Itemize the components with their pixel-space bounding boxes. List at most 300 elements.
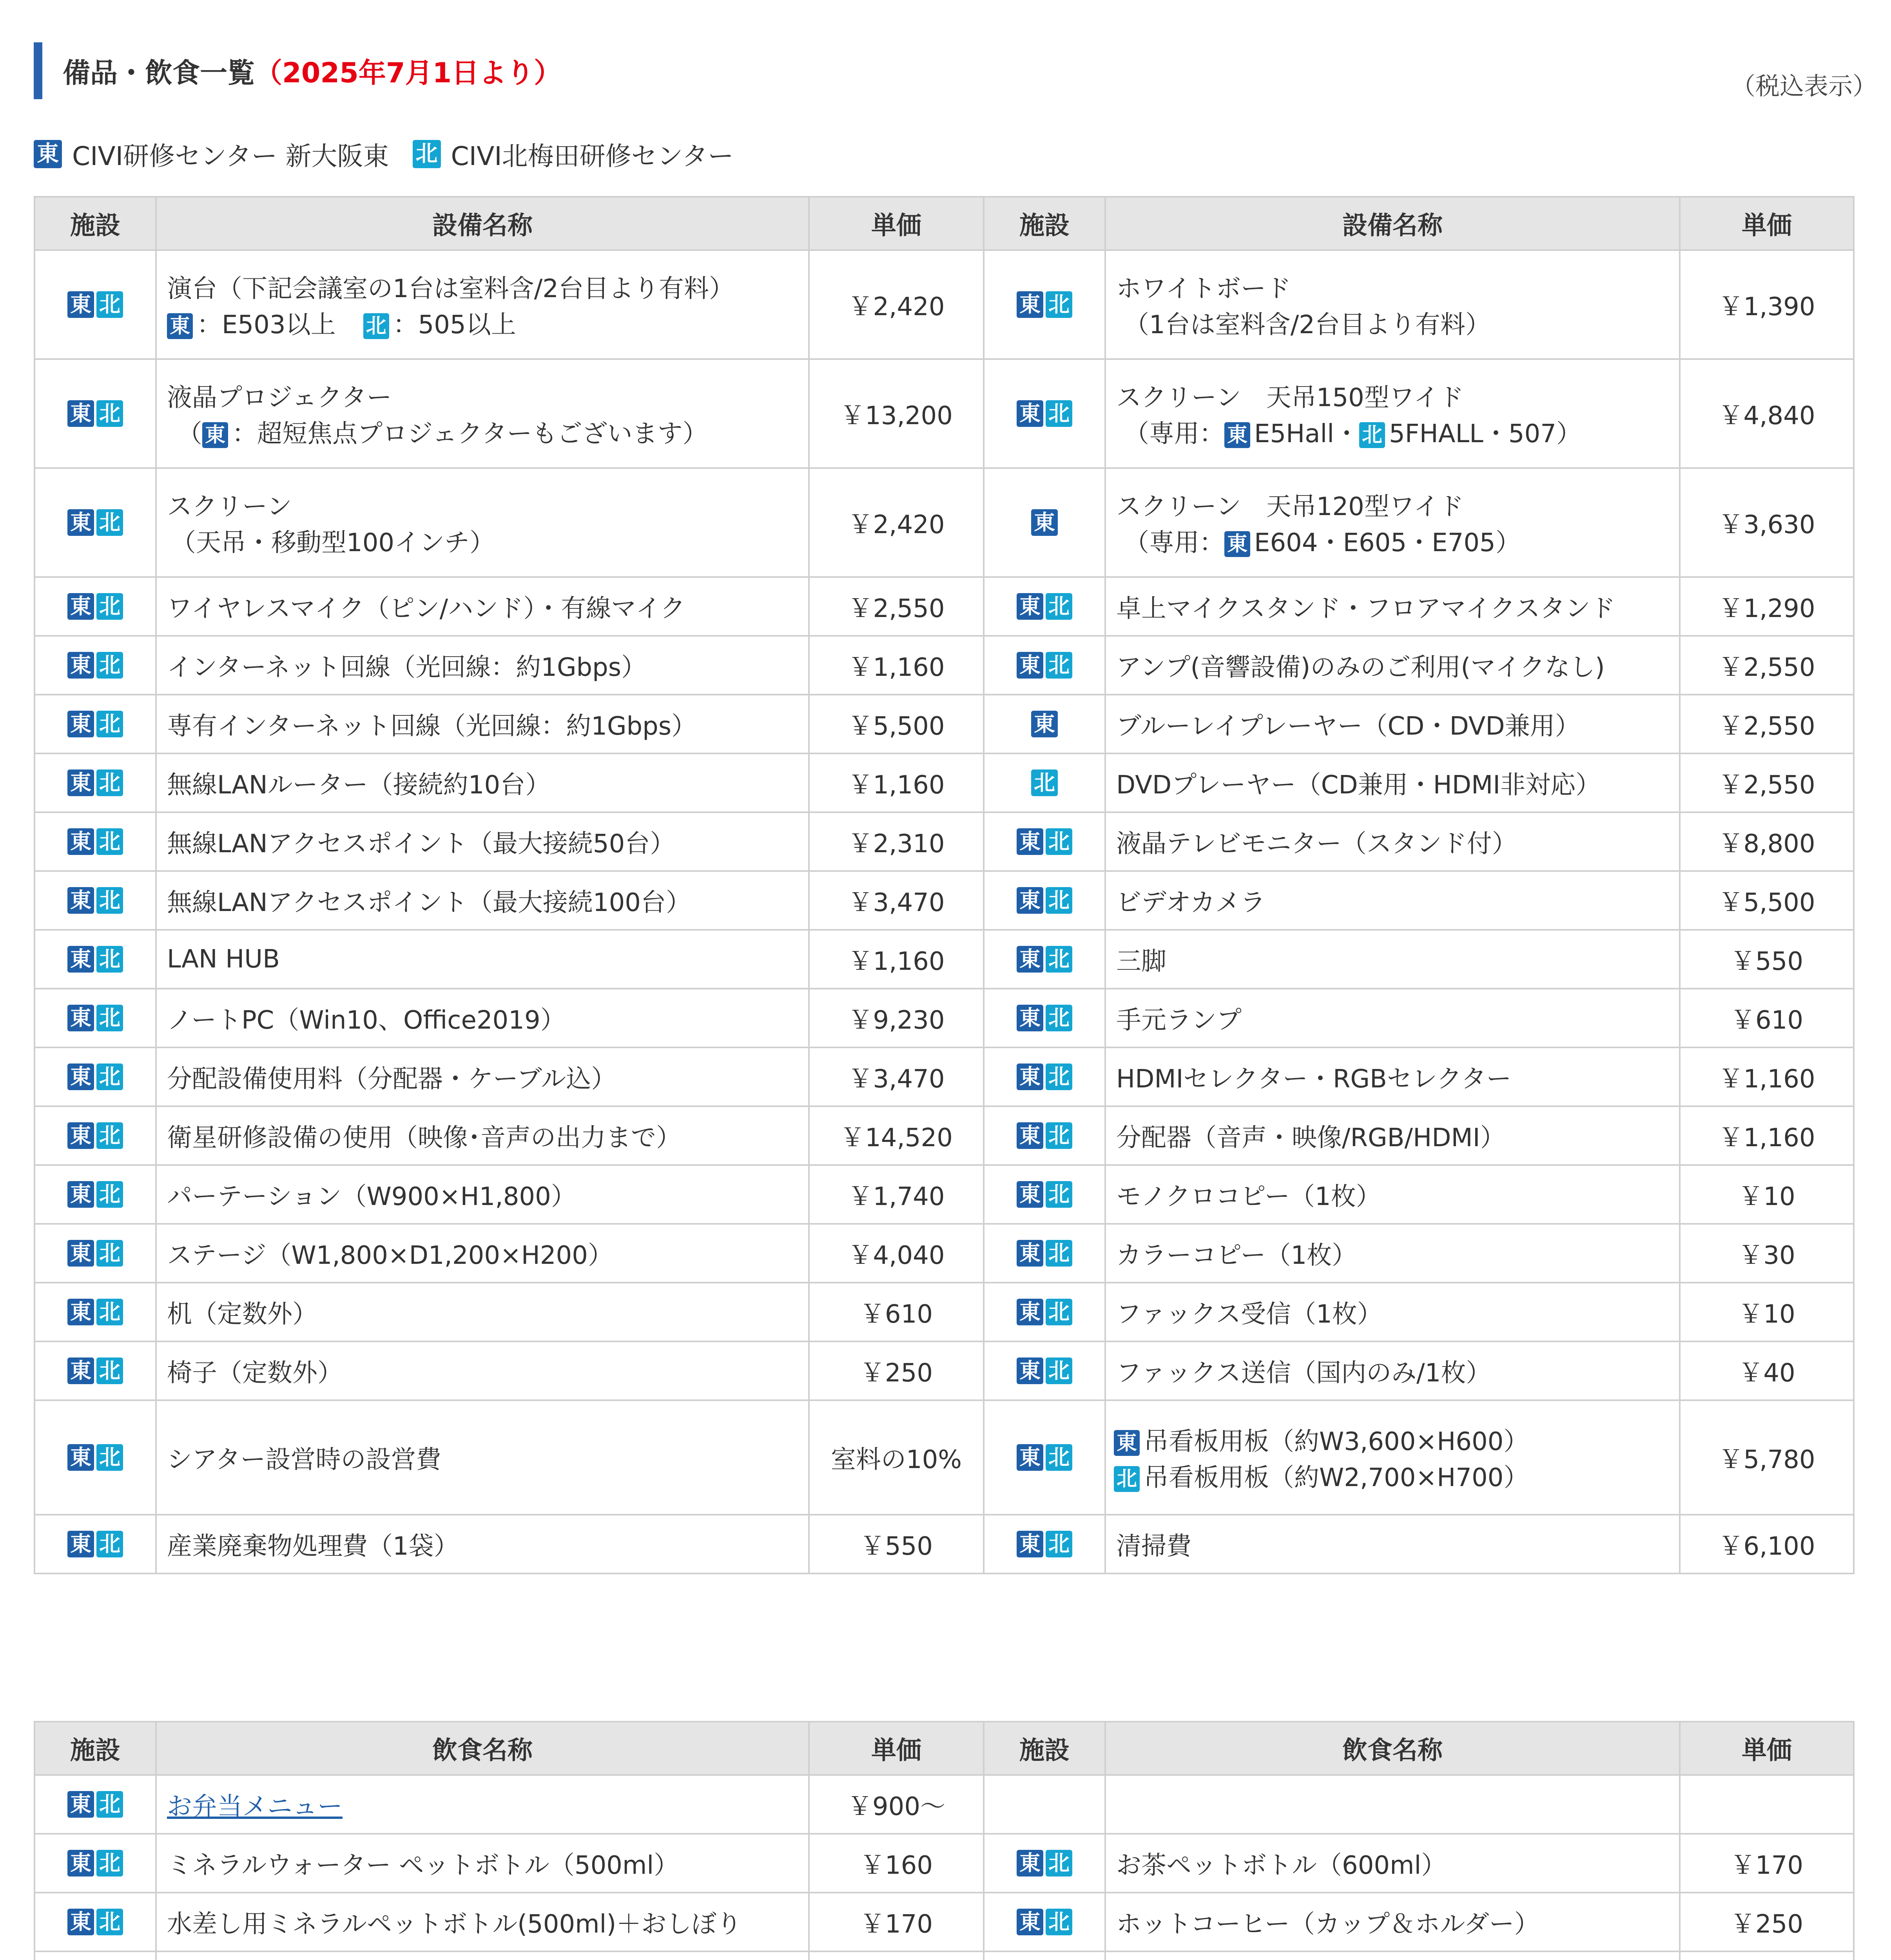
north-badge-icon: 北 [1046, 887, 1072, 914]
item-name [1105, 753, 1680, 812]
facility-badges [984, 1909, 1104, 1935]
price-value: ￥900〜 [847, 1792, 946, 1821]
table-row [34, 1775, 1854, 1834]
name-line [167, 1439, 798, 1475]
item-sub-text: ：超短焦点プロジェクターもございます） [232, 419, 708, 448]
east-badge-icon: 東 [1017, 400, 1043, 427]
north-badge-icon: 北 [1046, 1122, 1072, 1149]
facility-badges [35, 1299, 155, 1325]
facility-cell [984, 250, 1105, 359]
facility-badges [984, 1063, 1104, 1090]
north-badge-icon: 北 [96, 828, 123, 855]
east-badge-icon: 東 [1017, 1909, 1043, 1935]
price-cell [809, 753, 984, 812]
facility-cell [984, 359, 1105, 468]
item-name-text: 衛星研修設備の使用（映像･音声の出力まで） [167, 1123, 681, 1152]
item-name-text: パーテーション（W900×H1,800） [167, 1182, 576, 1211]
item-name-north: 吊看板用板（約W2,700×H700） [1144, 1463, 1529, 1492]
price-cell [809, 1400, 984, 1515]
price-value: ￥13,200 [840, 401, 953, 430]
name-line [167, 1845, 798, 1881]
col-name-2: 飲食名称 [1105, 1722, 1680, 1775]
north-badge-icon: 北 [1046, 946, 1072, 973]
item-name-text: 手元ランプ [1116, 1006, 1242, 1035]
price-cell [1680, 812, 1854, 871]
table-row [34, 930, 1854, 989]
price-value: ￥3,630 [1718, 510, 1815, 539]
name-line [167, 486, 798, 523]
bento-menu-link[interactable]: お弁当メニュー [167, 1792, 343, 1821]
north-badge-icon: 北 [96, 509, 123, 536]
east-badge-icon: 東 [67, 828, 94, 855]
facility-cell [34, 1834, 156, 1893]
facility-badges [35, 887, 155, 914]
east-badge-icon: 東 [67, 769, 94, 796]
east-badge-icon: 東 [67, 1444, 94, 1471]
facility-badges [984, 1005, 1104, 1031]
east-badge-icon: 東 [202, 422, 228, 448]
name-line [1116, 269, 1669, 305]
name-line [167, 647, 798, 683]
north-badge-icon: 北 [96, 1791, 123, 1818]
facility-cell [34, 1106, 156, 1165]
equipment-table [34, 196, 1855, 1574]
facility-badges [35, 1005, 155, 1031]
price-value: ￥8,800 [1718, 829, 1815, 858]
name-line [167, 414, 798, 450]
price-cell [809, 1515, 984, 1573]
facility-cell [984, 468, 1105, 577]
east-badge-icon: 東 [1017, 1531, 1043, 1557]
item-name [156, 359, 809, 468]
facility-badges [35, 593, 155, 620]
item-name-text: 清掃費 [1116, 1532, 1191, 1561]
col-facility: 施設 [34, 1722, 156, 1775]
item-name-text: 分配器（音声・映像/RGB/HDMI） [1116, 1123, 1505, 1152]
east-badge-icon: 東 [1017, 887, 1043, 914]
equipment-header-row [34, 197, 1854, 250]
name-line [167, 1000, 798, 1036]
item-name [156, 695, 809, 753]
price-cell [1680, 1224, 1854, 1283]
table-row [34, 871, 1854, 930]
price-cell [1680, 1893, 1854, 1951]
facility-badges [984, 1357, 1104, 1384]
name-line [167, 882, 798, 918]
facility-badges [35, 946, 155, 973]
item-name-text: 水差し用ミネラルペットボトル(500ml)＋おしぼり [167, 1910, 742, 1939]
item-name [156, 1165, 809, 1224]
price-value: ￥5,500 [848, 712, 945, 741]
name-line [1116, 1845, 1669, 1881]
table-row [34, 1893, 1854, 1951]
price-value: ￥250 [1730, 1910, 1804, 1939]
east-badge-icon: 東 [34, 140, 62, 168]
item-name-text: ファックス受信（1枚） [1116, 1300, 1382, 1329]
north-badge-icon: 北 [1046, 1909, 1072, 1935]
north-badge-icon: 北 [1046, 1444, 1072, 1471]
table-row [34, 577, 1854, 636]
name-line [1116, 1526, 1669, 1562]
food-header-row [34, 1722, 1854, 1775]
east-badge-icon: 東 [1017, 1063, 1043, 1090]
facility-cell [34, 753, 156, 812]
item-name [1105, 636, 1680, 695]
item-sub-north: ：505以上 [393, 310, 516, 339]
name-line [167, 1176, 798, 1212]
item-name [156, 1834, 809, 1893]
col-facility-2: 施設 [984, 1722, 1105, 1775]
price-cell [1680, 989, 1854, 1047]
item-name [1105, 1224, 1680, 1283]
north-badge-icon: 北 [1046, 1240, 1072, 1267]
item-name-text: ブルーレイプレーヤー（CD・DVD兼用） [1116, 712, 1580, 741]
item-sub-east: E604・E605・E705） [1254, 528, 1521, 557]
item-sub: （天吊・移動型100インチ） [171, 528, 495, 557]
facility-cell [34, 695, 156, 753]
facility-cell [34, 250, 156, 359]
page-title [34, 42, 561, 99]
price-value: ￥1,160 [1718, 1065, 1815, 1094]
east-badge-icon: 東 [1017, 946, 1043, 973]
item-name [1105, 695, 1680, 753]
north-badge-icon: 北 [96, 1357, 123, 1384]
east-badge-icon: 東 [1224, 531, 1250, 557]
facility-cell [984, 1515, 1105, 1573]
north-badge-icon: 北 [96, 1063, 123, 1090]
item-name [1105, 1515, 1680, 1573]
facility-badges [984, 1299, 1104, 1325]
name-line [1116, 305, 1669, 341]
name-line [1116, 523, 1669, 559]
east-badge-icon: 東 [67, 652, 94, 679]
item-name [156, 1224, 809, 1283]
item-name-text: 専有インターネット回線（光回線：約1Gbps） [167, 712, 697, 741]
col-name-2: 設備名称 [1105, 197, 1680, 250]
north-badge-icon: 北 [1046, 652, 1072, 679]
north-badge-icon: 北 [1046, 828, 1072, 855]
col-price: 単価 [809, 1722, 984, 1775]
price-cell [809, 1283, 984, 1341]
item-name [156, 871, 809, 930]
east-badge-icon: 東 [67, 593, 94, 620]
item-name [156, 1775, 809, 1834]
facility-cell [34, 1165, 156, 1224]
item-name [156, 989, 809, 1047]
price-cell [809, 1224, 984, 1283]
item-sub: （1台は室料含/2台目より有料） [1124, 310, 1490, 339]
name-line [1116, 941, 1669, 977]
legend-east-label: CIVI研修センター 新大阪東 [72, 141, 389, 171]
price-value: ￥170 [859, 1910, 933, 1939]
price-cell [1680, 1400, 1854, 1515]
name-line [167, 1526, 798, 1562]
item-name [156, 1893, 809, 1951]
price-cell [1680, 1951, 1854, 1960]
facility-badges [984, 769, 1104, 796]
name-line [1116, 824, 1669, 860]
price-value: ￥2,550 [1718, 771, 1815, 800]
price-value: ￥3,470 [848, 1065, 945, 1094]
name-line [1116, 486, 1669, 523]
facility-cell [34, 636, 156, 695]
name-line [1116, 1904, 1669, 1940]
item-sub-north: 5FHALL・507） [1389, 419, 1581, 448]
item-name [1105, 359, 1680, 468]
item-name-text: ホワイトボード [1116, 274, 1291, 303]
item-name [156, 1106, 809, 1165]
price-cell [809, 1951, 984, 1960]
item-name-text: HDMIセレクター・RGBセレクター [1116, 1065, 1512, 1094]
north-badge-icon: 北 [1046, 400, 1072, 427]
item-name-text: スクリーン [167, 492, 292, 521]
price-value: ￥4,040 [848, 1241, 945, 1270]
name-line [1116, 706, 1669, 742]
facility-cell [34, 1515, 156, 1573]
price-value: ￥1,290 [1718, 594, 1815, 623]
price-value: ￥550 [859, 1532, 933, 1561]
table-row [34, 1834, 1854, 1893]
item-name [156, 930, 809, 989]
price-value: ￥1,160 [1718, 1123, 1815, 1152]
facility-badges [35, 1791, 155, 1818]
facility-cell [34, 1400, 156, 1515]
facility-badges [35, 1063, 155, 1090]
col-price: 単価 [809, 197, 984, 250]
item-name [156, 636, 809, 695]
table-row [34, 468, 1854, 577]
facility-badges [35, 400, 155, 427]
east-badge-icon: 東 [67, 1005, 94, 1031]
price-cell [1680, 1165, 1854, 1224]
facility-cell [34, 1283, 156, 1341]
price-cell [809, 871, 984, 930]
table-row [34, 989, 1854, 1047]
price-value: ￥5,780 [1718, 1445, 1815, 1474]
col-facility-2: 施設 [984, 197, 1105, 250]
item-name-text: 無線LANルーター（接続約10台） [167, 771, 551, 800]
price-cell [809, 577, 984, 636]
facility-badges [984, 828, 1104, 855]
facility-cell [984, 812, 1105, 871]
name-line [1114, 1457, 1669, 1494]
facility-cell [34, 468, 156, 577]
item-name-text: 三脚 [1116, 947, 1166, 976]
price-cell [1680, 1834, 1854, 1893]
north-badge-icon: 北 [1046, 1357, 1072, 1384]
east-badge-icon: 東 [1017, 1299, 1043, 1325]
item-name-text: LAN HUB [167, 945, 280, 974]
name-line [1116, 1353, 1669, 1389]
price-cell [809, 695, 984, 753]
facility-cell [984, 1106, 1105, 1165]
north-badge-icon: 北 [1046, 1299, 1072, 1325]
item-name [1105, 1106, 1680, 1165]
east-badge-icon: 東 [1017, 1181, 1043, 1208]
facility-cell [984, 753, 1105, 812]
north-badge-icon: 北 [96, 291, 123, 318]
facility-cell [984, 636, 1105, 695]
name-line [1116, 414, 1669, 450]
north-badge-icon: 北 [1046, 1181, 1072, 1208]
east-badge-icon: 東 [1017, 1444, 1043, 1471]
name-line [167, 1235, 798, 1271]
table-row [34, 1047, 1854, 1106]
price-value: ￥1,160 [848, 947, 945, 976]
table-row [34, 359, 1854, 468]
item-name-text: 卓上マイクスタンド・フロアマイクスタンド [1116, 594, 1615, 623]
price-value: ￥2,420 [848, 292, 945, 321]
facility-badges [35, 1531, 155, 1557]
facility-badges [35, 509, 155, 536]
table-row [34, 1224, 1854, 1283]
price-cell [809, 1165, 984, 1224]
item-name [156, 1283, 809, 1341]
table-row [34, 1515, 1854, 1573]
facility-cell [984, 1834, 1105, 1893]
north-badge-icon: 北 [96, 887, 123, 914]
name-line [167, 523, 798, 559]
north-badge-icon: 北 [1046, 1005, 1072, 1031]
facility-badges [35, 769, 155, 796]
east-badge-icon: 東 [1017, 1122, 1043, 1149]
name-line [1116, 1118, 1669, 1154]
facility-badges [984, 1240, 1104, 1267]
item-name-text: スクリーン 天吊120型ワイド [1116, 492, 1464, 521]
item-name [1105, 1283, 1680, 1341]
item-name-east: 吊看板用板（約W3,600×H600） [1144, 1427, 1529, 1456]
name-line [1116, 1294, 1669, 1330]
east-badge-icon: 東 [1224, 422, 1250, 448]
table-row [34, 753, 1854, 812]
north-badge-icon: 北 [96, 593, 123, 620]
east-badge-icon: 東 [67, 1063, 94, 1090]
item-name [156, 250, 809, 359]
north-badge-icon: 北 [1046, 1850, 1072, 1877]
east-badge-icon: 東 [1031, 509, 1058, 536]
item-name-text: ノートPC（Win10、Office2019） [167, 1006, 566, 1035]
price-value: ￥2,550 [1718, 653, 1815, 682]
price-cell [1680, 753, 1854, 812]
facility-badges [984, 400, 1104, 427]
east-badge-icon: 東 [67, 1122, 94, 1149]
item-name-text: 液晶プロジェクター [167, 383, 392, 412]
east-badge-icon: 東 [67, 1531, 94, 1557]
table-row [34, 812, 1854, 871]
price-cell [1680, 636, 1854, 695]
east-badge-icon: 東 [1114, 1430, 1140, 1456]
north-badge-icon: 北 [1359, 422, 1385, 448]
item-name-text: アンプ(音響設備)のみのご利用(マイクなし) [1116, 653, 1605, 682]
facility-cell [34, 1341, 156, 1400]
price-cell [1680, 1341, 1854, 1400]
east-badge-icon: 東 [167, 313, 193, 339]
col-price-2: 単価 [1680, 197, 1854, 250]
facility-badges [984, 887, 1104, 914]
facility-cell [984, 1400, 1105, 1515]
item-name [156, 812, 809, 871]
name-line [167, 1059, 798, 1095]
name-line [167, 1118, 798, 1154]
item-sub-east: E5Hall・ [1254, 419, 1360, 448]
item-name [156, 577, 809, 636]
north-badge-icon: 北 [413, 140, 441, 168]
price-value: ￥2,420 [848, 510, 945, 539]
price-value: ￥170 [1730, 1851, 1804, 1880]
item-sub-pre: （専用： [1124, 419, 1224, 448]
facility-badges [984, 509, 1104, 536]
east-badge-icon: 東 [1017, 593, 1043, 620]
price-cell [1680, 359, 1854, 468]
table-row [34, 636, 1854, 695]
east-badge-icon: 東 [1031, 711, 1058, 737]
facility-cell [34, 989, 156, 1047]
facility-badges [35, 1122, 155, 1149]
east-badge-icon: 東 [1017, 291, 1043, 318]
item-sub-east: ：E503以上 [197, 310, 336, 339]
price-value: ￥4,840 [1718, 401, 1815, 430]
east-badge-icon: 東 [1017, 652, 1043, 679]
item-name [156, 1341, 809, 1400]
item-name-text: インターネット回線（光回線：約1Gbps） [167, 653, 647, 682]
facility-badges [984, 1444, 1104, 1471]
name-line [1114, 1421, 1669, 1457]
item-name-text: 無線LANアクセスポイント（最大接続100台） [167, 888, 691, 917]
item-name-text: 液晶テレビモニター（スタンド付） [1116, 829, 1517, 858]
legend-north-label: CIVI北梅田研修センター [451, 141, 734, 171]
item-sub-pre: （ [177, 419, 202, 448]
east-badge-icon: 東 [67, 711, 94, 737]
item-name-text: ステージ（W1,800×D1,200×H200） [167, 1241, 613, 1270]
name-line [167, 305, 798, 341]
north-badge-icon: 北 [1046, 1531, 1072, 1557]
price-value: ￥1,160 [848, 653, 945, 682]
east-badge-icon: 東 [67, 1299, 94, 1325]
facility-badges [35, 1850, 155, 1877]
table-row [34, 1283, 1854, 1341]
facility-badges [35, 1181, 155, 1208]
item-name [1105, 1047, 1680, 1106]
name-line [167, 588, 798, 624]
item-name [1105, 930, 1680, 989]
item-name [1105, 1893, 1680, 1951]
facility-cell [984, 1283, 1105, 1341]
facility-cell [984, 989, 1105, 1047]
price-cell [809, 989, 984, 1047]
title-date: （2025年7月1日より） [255, 57, 562, 89]
north-badge-icon: 北 [363, 313, 389, 339]
item-name-text: ビデオカメラ [1116, 888, 1266, 917]
page-header [0, 0, 1891, 118]
facility-cell [984, 1165, 1105, 1224]
east-badge-icon: 東 [1017, 1357, 1043, 1384]
east-badge-icon: 東 [67, 1357, 94, 1384]
price-value: ￥3,470 [848, 888, 945, 917]
facility-cell [34, 1047, 156, 1106]
facility-badges [35, 1909, 155, 1935]
price-value: ￥9,230 [848, 1006, 945, 1035]
item-name [1105, 1834, 1680, 1893]
name-line [167, 377, 798, 414]
east-badge-icon: 東 [67, 1909, 94, 1935]
north-badge-icon: 北 [96, 946, 123, 973]
facility-badges [984, 593, 1104, 620]
east-badge-icon: 東 [1017, 1240, 1043, 1267]
item-name-text: スクリーン 天吊150型ワイド [1116, 383, 1464, 412]
price-cell [1680, 1775, 1854, 1834]
name-line [1116, 377, 1669, 414]
item-name-text: 机（定数外） [167, 1300, 317, 1329]
